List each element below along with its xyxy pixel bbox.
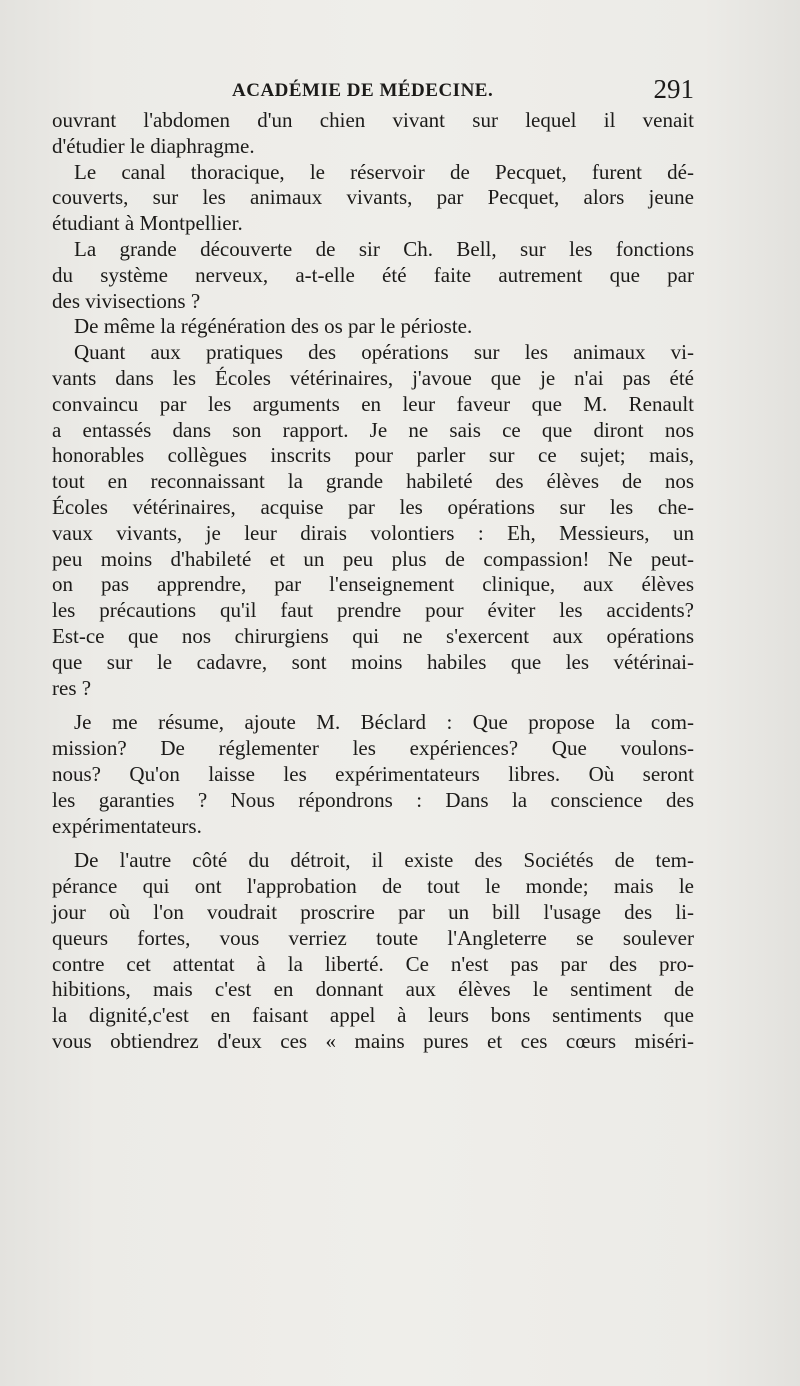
text-line: a entassés dans son rapport. Je ne sais ce que diront nos <box>52 417 694 442</box>
text-line: expérimentateurs. <box>52 813 202 838</box>
text-line: peu moins d'habileté et un peu plus de compassion! Ne peut- <box>52 546 694 571</box>
text-line: tout en reconnaissant la grande habileté des élèves de nos <box>52 469 694 494</box>
text-line: étudiant à Montpellier. <box>52 211 243 236</box>
text-line: hibitions, mais c'est en donnant aux élèves le sentiment de <box>52 977 694 1002</box>
text-line: nous? Qu'on laisse les expérimentateurs libres. Où seront <box>52 761 694 786</box>
paragraph-gap <box>52 839 694 848</box>
text-line: De l'autre côté du détroit, il existe des Sociétés de tem- <box>74 848 694 873</box>
text-line: honorables collègues inscrits pour parler sur ce sujet; mais, <box>52 443 694 468</box>
page-header <box>52 74 694 110</box>
text-line: Je me résume, ajoute M. Béclard : Que propose la com- <box>74 710 694 735</box>
text-line: Est-ce que nos chirurgiens qui ne s'exercent aux opérations <box>52 623 694 648</box>
text-line: les garanties ? Nous répondrons : Dans la conscience des <box>52 787 694 812</box>
paragraph-gap <box>52 701 694 710</box>
text-line: res ? <box>52 675 92 700</box>
text-line: contre cet attentat à la liberté. Ce n'est pas par des pro- <box>52 951 694 976</box>
text-line: d'étudier le diaphragme. <box>52 133 255 158</box>
text-line: vous obtiendrez d'eux ces « mains pures et ces cœurs miséri- <box>52 1028 694 1053</box>
running-head: ACADÉMIE DE MÉDECINE. <box>232 80 494 101</box>
text-line: De même la régénération des os par le périoste. <box>74 314 473 339</box>
text-line: La grande découverte de sir Ch. Bell, sur les fonctions <box>74 236 694 261</box>
text-line: ouvrant l'abdomen d'un chien vivant sur lequel il venait <box>52 108 694 132</box>
page-number: 291 <box>653 74 694 104</box>
text-line: vants dans les Écoles vétérinaires, j'avoue que je n'ai pas été <box>52 365 694 390</box>
text-line: couverts, sur les animaux vivants, par Pecquet, alors jeune <box>52 185 694 210</box>
text-line: pérance qui ont l'approbation de tout le monde; mais le <box>52 874 694 899</box>
paragraph <box>52 340 694 701</box>
paragraph <box>52 237 694 314</box>
text-line: la dignité,c'est en faisant appel à leurs bons sentiments que <box>52 1003 694 1028</box>
text-line: on pas apprendre, par l'enseignement clinique, aux élèves <box>52 572 694 597</box>
text-line: les précautions qu'il faut prendre pour éviter les accidents? <box>52 598 694 623</box>
text-line: du système nerveux, a-t-elle été faite autrement que par <box>52 262 694 287</box>
paragraph <box>52 314 694 340</box>
body-text <box>52 108 694 1055</box>
paragraph <box>52 108 694 160</box>
text-line: Le canal thoracique, le réservoir de Pecquet, furent dé- <box>74 159 694 184</box>
text-line: des vivisections ? <box>52 288 201 313</box>
text-line: que sur le cadavre, sont moins habiles que les vétérinai- <box>52 649 694 674</box>
text-line: jour où l'on voudrait proscrire par un bill l'usage des li- <box>52 899 694 924</box>
paragraph <box>52 710 694 839</box>
text-line: Écoles vétérinaires, acquise par les opérations sur les che- <box>52 494 694 519</box>
text-line: mission? De réglementer les expériences? Que voulons- <box>52 736 694 761</box>
text-line: vaux vivants, je leur dirais volontiers : Eh, Messieurs, un <box>52 520 694 545</box>
paragraph <box>52 848 694 1054</box>
text-line: queurs fortes, vous verriez toute l'Angleterre se soulever <box>52 925 694 950</box>
text-line: convaincu par les arguments en leur faveur que M. Renault <box>52 391 694 416</box>
text-line: Quant aux pratiques des opérations sur les animaux vi- <box>74 340 694 365</box>
paragraph <box>52 160 694 237</box>
